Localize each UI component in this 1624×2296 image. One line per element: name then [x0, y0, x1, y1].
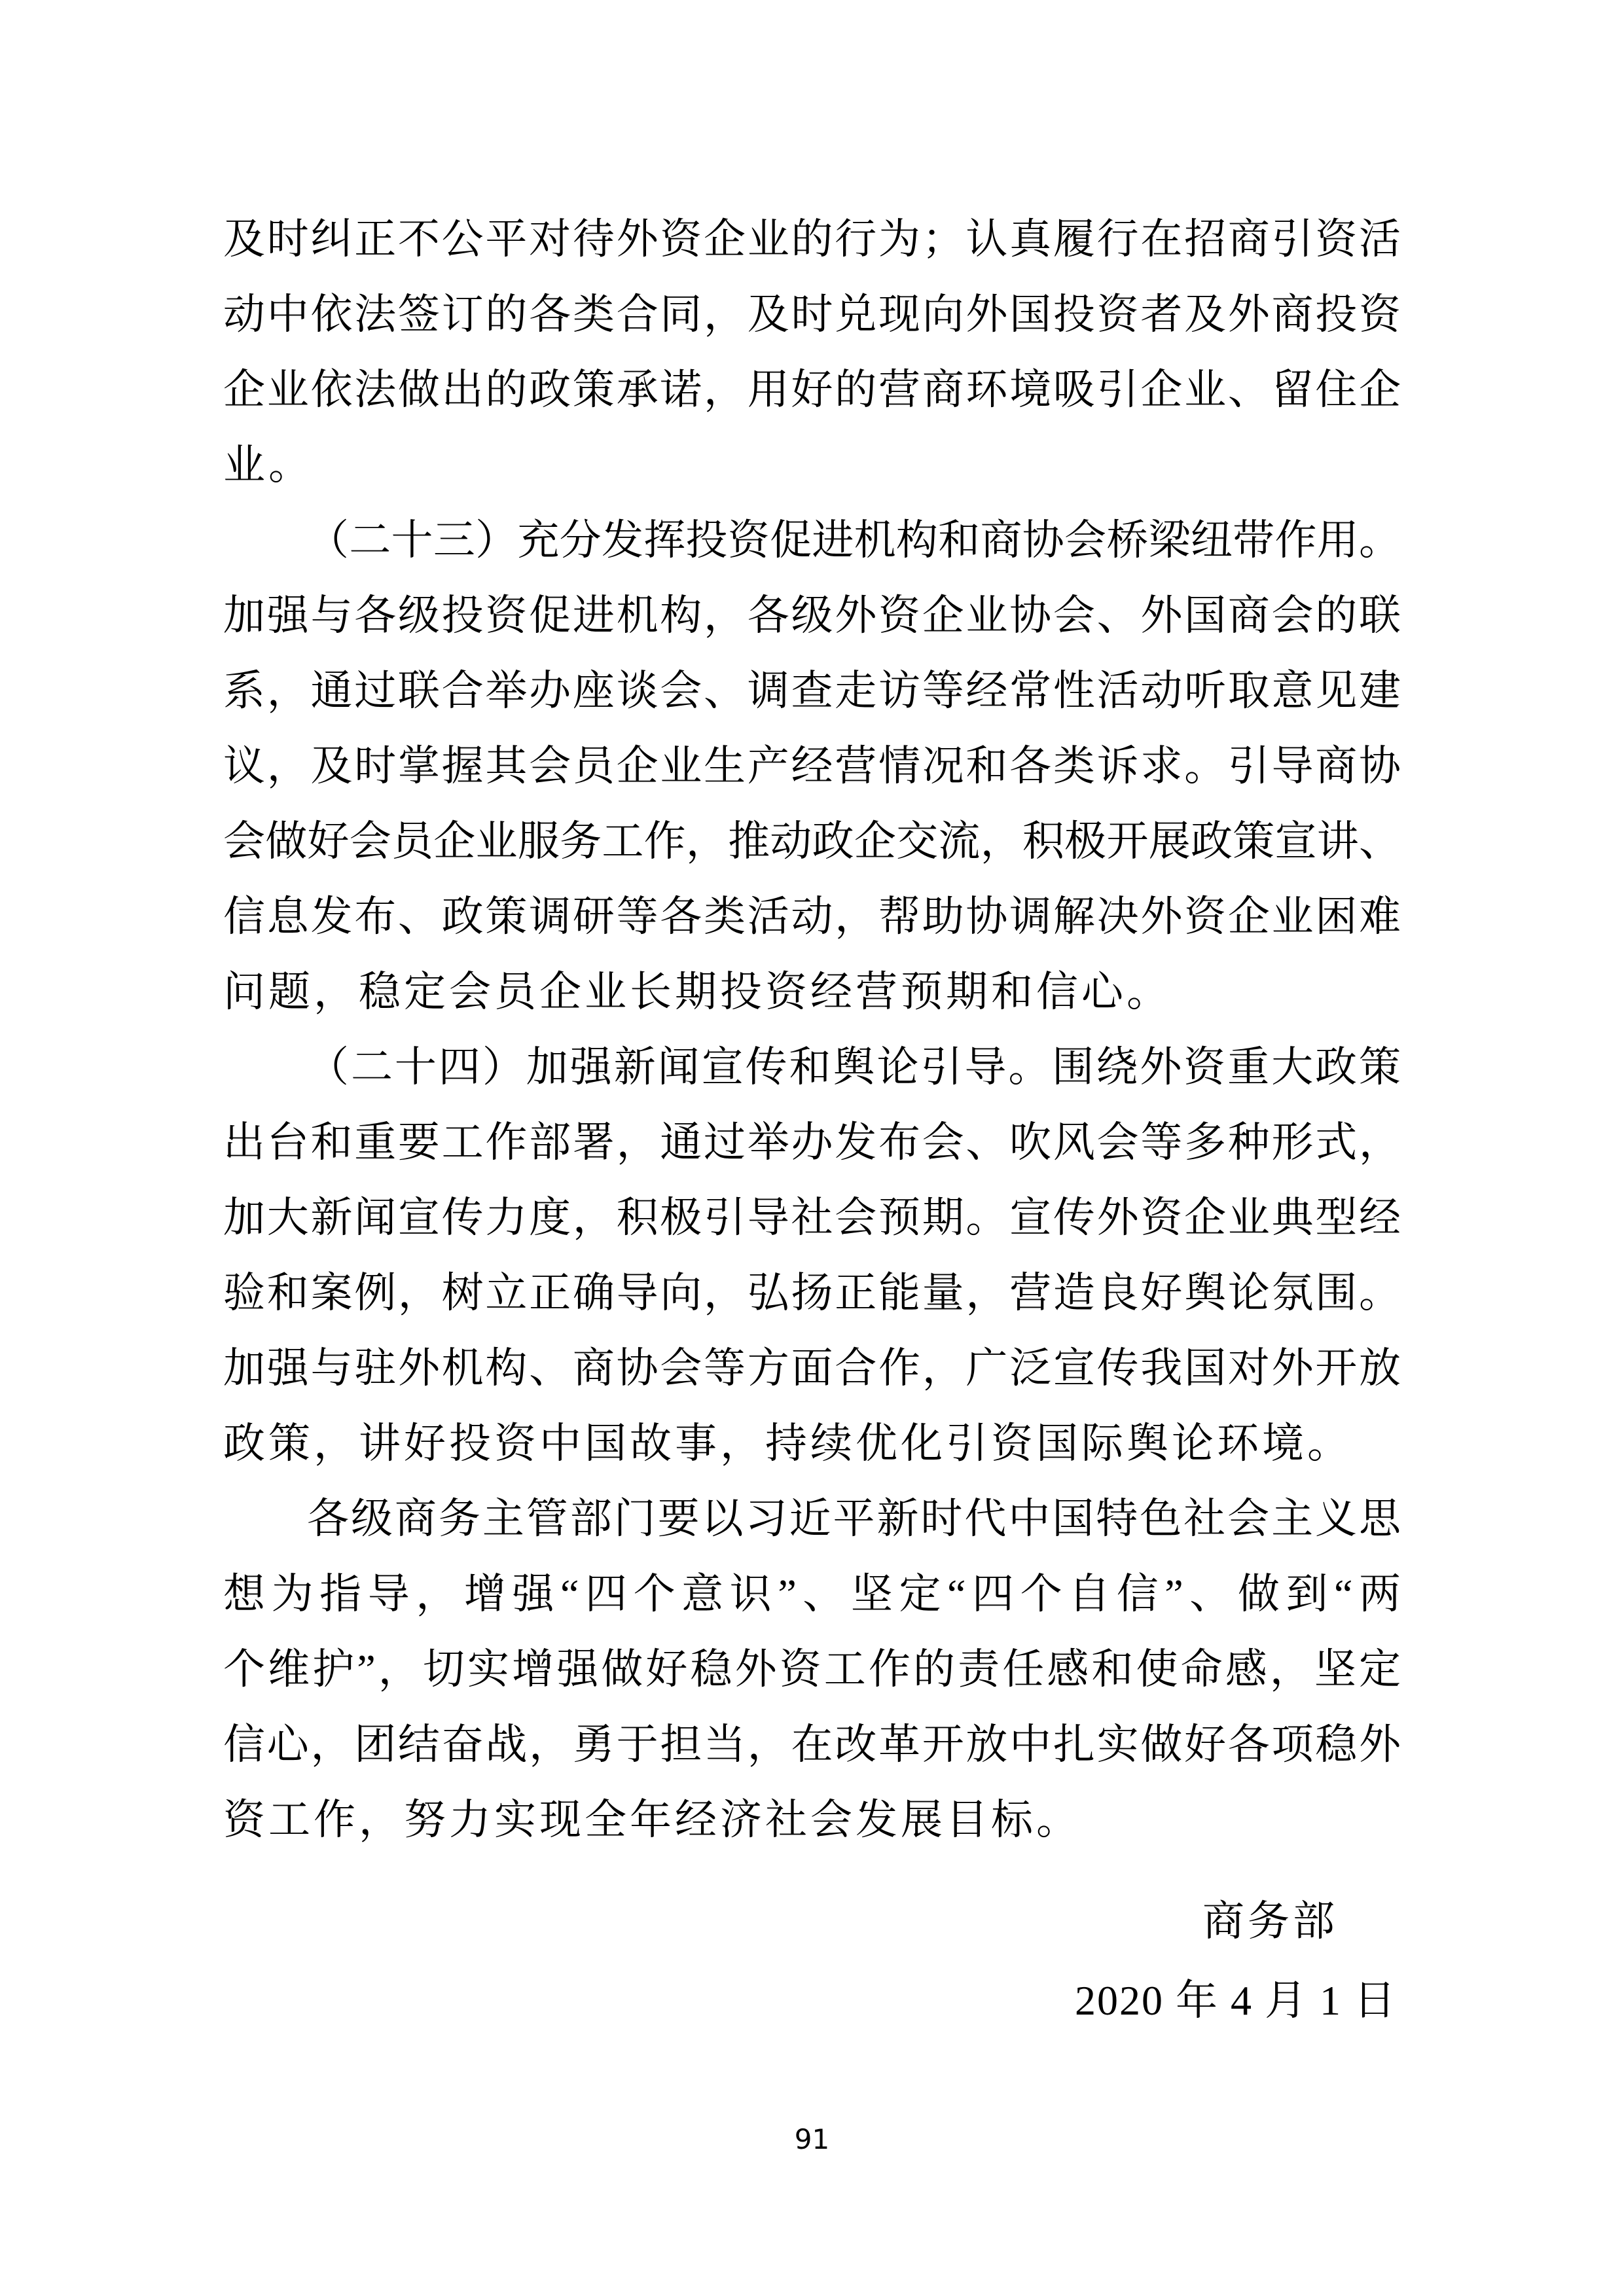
body-text [223, 202, 1401, 2038]
text-line-16: 加强与驻外机构、商协会等方面合作，广泛宣传我国对外开放 [223, 1345, 1401, 1391]
text-line-7: 系，通过联合举办座谈会、调查走访等经常性活动听取意见建 [223, 668, 1401, 714]
text-line-19: 想为指导，增强“四个意识”、坚定“四个自信”、做到“两 [223, 1571, 1401, 1617]
body-lines [223, 202, 1401, 1857]
text-line-20: 个维护”，切实增强做好稳外资工作的责任感和使命感，坚定 [223, 1646, 1401, 1693]
text-line-1: 及时纠正不公平对待外资企业的行为；认真履行在招商引资活 [223, 216, 1401, 262]
text-line-22: 资工作，努力实现全年经济社会发展目标。 [223, 1797, 1081, 1843]
text-line-21: 信心，团结奋战，勇于担当，在改革开放中扎实做好各项稳外 [223, 1721, 1401, 1768]
text-line-13: 出台和重要工作部署，通过举办发布会、吹风会等多种形式， [223, 1119, 1401, 1166]
text-line-3: 企业依法做出的政策承诺，用好的营商环境吸引企业、留住企 [223, 367, 1401, 413]
text-line-5: （二十三）充分发挥投资促进机构和商协会桥梁纽带作用。 [307, 517, 1401, 564]
text-line-11: 问题，稳定会员企业长期投资经营预期和信心。 [223, 969, 1172, 1015]
text-line-8: 议，及时掌握其会员企业生产经营情况和各类诉求。引导商协 [223, 743, 1401, 789]
text-line-4: 业。 [223, 442, 314, 488]
text-line-2: 动中依法签订的各类合同，及时兑现向外国投资者及外商投资 [223, 291, 1401, 338]
text-line-18: 各级商务主管部门要以习近平新时代中国特色社会主义思 [307, 1496, 1401, 1542]
text-line-6: 加强与各级投资促进机构，各级外资企业协会、外国商会的联 [223, 592, 1401, 639]
text-line-10: 信息发布、政策调研等各类活动，帮助协调解决外资企业困难 [223, 893, 1401, 940]
signature-issuer: 商务部 [1202, 1898, 1338, 1945]
text-line-17: 政策，讲好投资中国故事，持续优化引资国际舆论环境。 [223, 1420, 1352, 1467]
text-line-9: 会做好会员企业服务工作，推动政企交流，积极开展政策宣讲、 [223, 818, 1401, 865]
text-line-15: 验和案例，树立正确导向，弘扬正能量，营造良好舆论氛围。 [223, 1270, 1401, 1316]
text-line-14: 加大新闻宣传力度，积极引导社会预期。宣传外资企业典型经 [223, 1194, 1401, 1241]
text-line-12: （二十四）加强新闻宣传和舆论引导。围绕外资重大政策 [307, 1044, 1401, 1090]
page-number: 91 [794, 2123, 830, 2155]
signature-date: 2020 年 4 月 1 日 [1075, 1977, 1397, 2024]
